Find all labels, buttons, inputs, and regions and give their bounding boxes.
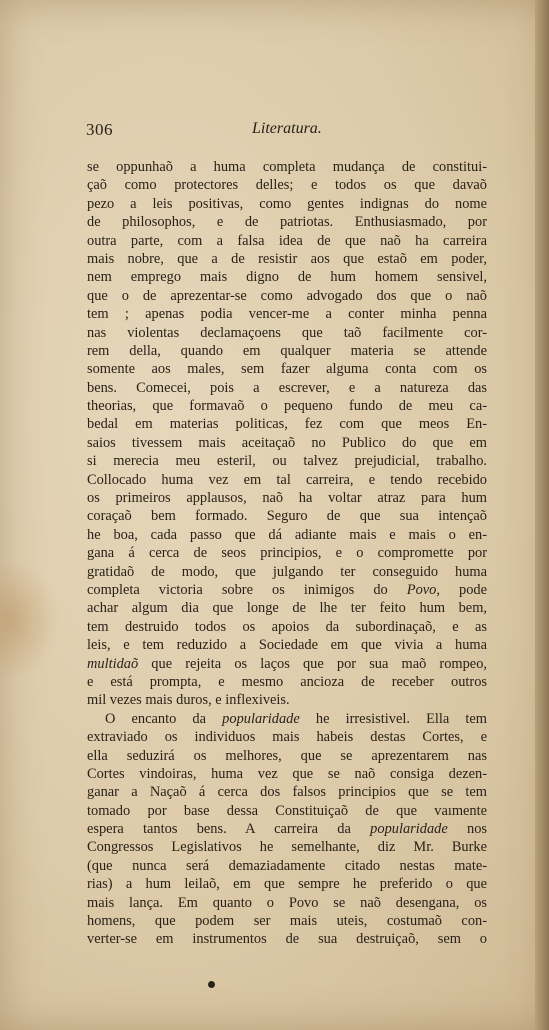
text-line: saios tivessem mais aceitaçaõ no Publico do que em: [87, 434, 487, 451]
text-line: O encanto da popularidade he irresistivel. Ella tem: [105, 710, 487, 727]
text-line: completa victoria sobre os inimigos do Povo, pode: [87, 581, 488, 598]
text-line: multidaõ que rejeita os laços que por sua maõ rompeo,: [87, 655, 487, 672]
text-line: achar algum dia que longe de lhe ter feito hum bem,: [87, 600, 487, 617]
text-line: mais lança. Em quanto o Povo se naõ desengana, os: [87, 894, 487, 911]
text-line: si merecia meu esteril, ou talvez prejudicial, trabalho.: [87, 453, 487, 470]
page-number: 306: [86, 120, 113, 139]
text-line: se oppunhaõ a huma completa mudança de constitui-: [87, 159, 487, 175]
body-text: [87, 158, 487, 949]
text-line: ella seduzirá os melhores, que se aprezentarem nas: [87, 747, 487, 764]
text-line: extraviado os individuos mais habeis destas Cortes, e: [87, 729, 487, 746]
text-line: e está prompta, e mesmo ancioza de receber outros: [87, 673, 487, 690]
text-line: bens. Comecei, pois a escrever, e a natureza das: [87, 379, 487, 396]
text-line: que o de aprezentar-se como advogado dos que o naõ: [87, 287, 487, 304]
text-line: Congressos Legislativos he semelhante, diz Mr. Burke: [87, 839, 487, 856]
text-line: çaõ como protectores delles; e todos os que davaõ: [87, 177, 487, 194]
ink-dot: [208, 981, 215, 988]
text-line: Collocado huma vez em tal carreira, e tendo recebido: [87, 471, 487, 488]
page-edge: [535, 0, 549, 1030]
text-line: theorias, que formavaõ o pequeno fundo de meu ca-: [87, 398, 487, 415]
text-line: tem destruido todos os apoios da subordinaçaõ, e as: [87, 618, 487, 635]
text-line: homens, que podem ser mais uteis, costumaõ con-: [87, 913, 487, 930]
text-line: rias) a hum leilaõ, em que sempre he preferido o que: [87, 876, 487, 893]
paper-stain: [0, 560, 60, 680]
text-line: leis, e tem reduzido a Sociedade em que vivia a huma: [87, 637, 487, 654]
page-header: [86, 120, 486, 144]
text-line: he boa, cada passo que dá adiante mais e mais o en-: [87, 526, 487, 543]
text-line: pezo a leis positivas, como gentes indignas do nome: [87, 195, 487, 212]
text-line: espera tantos bens. A carreira da popularidade nos: [87, 821, 488, 838]
text-line: gratidaõ de modo, que julgando ter conseguido huma: [87, 563, 487, 580]
text-line: coraçaõ bem formado. Seguro de que sua intençaõ: [87, 508, 487, 525]
text-line: somente aos males, sem fazer alguma conta com os: [87, 361, 487, 378]
text-line: nas violentas declamaçoens que taõ facilmente cor-: [87, 324, 487, 341]
text-line: bedal em materias politicas, fez com que meos En-: [87, 416, 487, 433]
running-title: Literatura.: [252, 120, 322, 137]
text-line: (que nunca será demaziadamente citado nestas mate-: [87, 857, 487, 874]
text-line: rem della, quando em qualquer materia se attende: [87, 342, 487, 359]
text-line: nem emprego mais digno de hum homem sensivel,: [87, 269, 487, 286]
text-line: mil vezes mais duros, e inflexiveis.: [87, 692, 290, 709]
text-line: ganar a Naçaõ á cerca dos falsos principios que se tem: [87, 784, 487, 801]
text-line: verter-se em instrumentos de sua destruiçaõ, sem o: [87, 931, 487, 948]
text-line: tomado por base dessa Constituiçaõ de que vaımente: [87, 802, 487, 819]
text-line: outra parte, com a falsa idea de que naõ ha carreira: [87, 232, 487, 249]
text-line: Cortes vindoiras, huma vez que se naõ consiga dezen-: [87, 765, 487, 782]
text-line: mais nobre, que a de resistir aos que estaõ em poder,: [87, 250, 487, 267]
text-line: de philosophos, e de patriotas. Enthusiasmado, por: [87, 214, 487, 231]
text-line: tem ; apenas podia vencer-me a conter minha penna: [87, 306, 487, 323]
text-line: gana á cerca de seos principios, e o compromette por: [87, 545, 487, 562]
text-line: os primeiros applausos, naõ ha voltar atraz para hum: [87, 490, 487, 507]
